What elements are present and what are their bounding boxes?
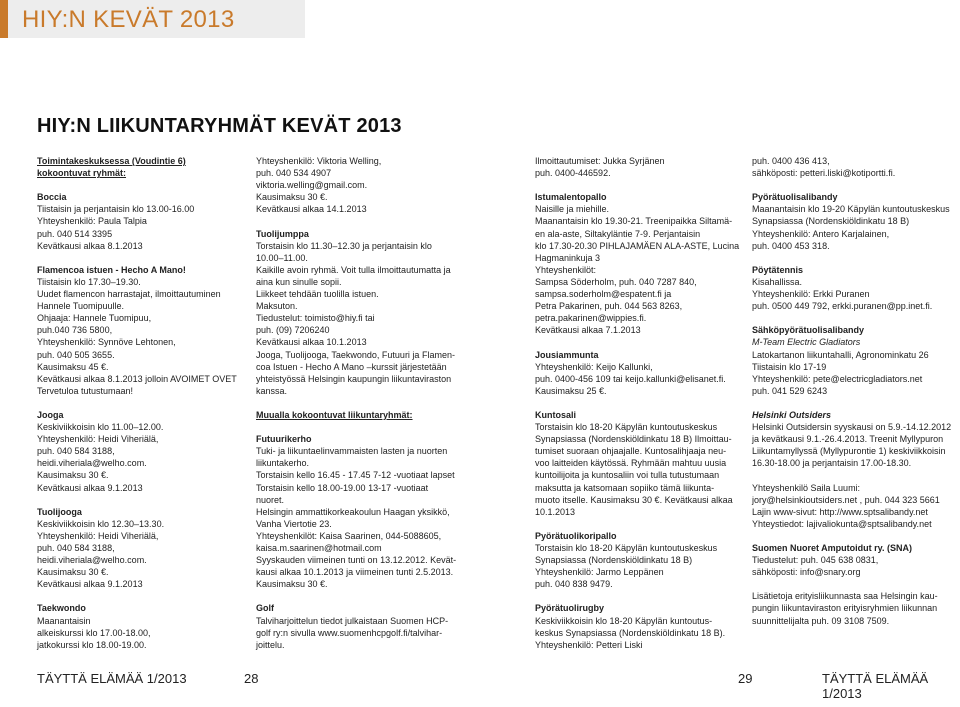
text-line: Yhteyshenkilö: Antero Karjalainen, bbox=[752, 228, 890, 239]
footer-page-number-left: 28 bbox=[244, 671, 259, 686]
text-column-1 bbox=[37, 155, 242, 663]
text-line: Lisätietoja erityisliikunnasta saa Helsingin kau- bbox=[752, 591, 938, 602]
text-line: liikuntakerho. bbox=[256, 458, 310, 469]
text-block bbox=[535, 191, 740, 336]
text-line: heidi.viheriala@welho.com. bbox=[37, 458, 147, 469]
text-block bbox=[37, 602, 242, 650]
text-column-3 bbox=[535, 155, 740, 663]
text-block bbox=[37, 191, 242, 251]
text-line: Torstaisin klo 11.30–12.30 ja perjantaisin klo bbox=[256, 240, 432, 251]
block-heading: Boccia bbox=[37, 192, 67, 203]
text-block bbox=[37, 506, 242, 591]
text-line: en ala-aste, Siltakyläntie 7-9. Perjantaisin bbox=[535, 228, 701, 239]
text-line: Torstaisin klo 18-20 Käpylän kuntoutuskeskus bbox=[535, 422, 718, 433]
text-line: aina kun sinulle sopii. bbox=[256, 276, 342, 287]
text-line: keskus Synapsiassa (Nordenskiöldinkatu 18 B). bbox=[535, 627, 726, 638]
text-block bbox=[256, 433, 471, 590]
text-line: Ohjaaja: Hannele Tuomipuu, bbox=[37, 313, 152, 324]
block-heading: Kuntosali bbox=[535, 409, 577, 420]
text-line: heidi.viheriala@welho.com. bbox=[37, 555, 147, 566]
text-block bbox=[752, 264, 958, 312]
text-line: M-Team Electric Gladiators bbox=[752, 337, 861, 348]
text-block bbox=[535, 602, 740, 650]
block-heading: Muualla kokoontuvat liikuntaryhmät: bbox=[256, 409, 413, 420]
text-block bbox=[752, 482, 958, 530]
text-line: sampsa.soderholm@espatent.fi ja bbox=[535, 289, 672, 300]
text-line: Keskiviikkoisin klo 12.30–13.30. bbox=[37, 518, 165, 529]
text-line: Kevätkausi alkaa 14.1.2013 bbox=[256, 204, 367, 215]
text-line: coa Istuen - Hecho A Mano –kurssit järjestetään bbox=[256, 361, 447, 372]
text-line: Tiistaisin klo 17-19 bbox=[752, 361, 827, 372]
text-line: Hagmaninkuja 3 bbox=[535, 252, 601, 263]
text-line: muoto itselle. Kausimaksu 30 €. Kevätkausi alkaa bbox=[535, 494, 733, 505]
block-heading: Helsinki Outsiders bbox=[752, 409, 832, 420]
text-line: puh. 040 584 3188, bbox=[37, 446, 115, 457]
text-block bbox=[256, 602, 471, 650]
text-line: Liikkeet tehdään tuolilla istuen. bbox=[256, 289, 379, 300]
text-line: Lajin www-sivut: http://www.sptsalibandy.net bbox=[752, 506, 928, 517]
text-line: Kevätkausi alkaa 9.1.2013 bbox=[37, 482, 143, 493]
footer-magazine-left: TÄYTTÄ ELÄMÄÄ 1/2013 bbox=[37, 671, 187, 686]
text-line: nuoret. bbox=[256, 494, 285, 505]
text-line: puh. 040 584 3188, bbox=[37, 543, 115, 553]
block-heading: Golf bbox=[256, 603, 274, 614]
text-line: Yhteyshenkilö Saila Luumi: bbox=[752, 482, 861, 493]
block-heading: Toimintakeskuksessa (Voudintie 6) bbox=[37, 156, 186, 166]
text-line: puh. 0400-446592. bbox=[535, 168, 611, 179]
page-title: HIY:N LIIKUNTARYHMÄT KEVÄT 2013 bbox=[37, 115, 402, 137]
block-heading: Suomen Nuoret Amputoidut ry. (SNA) bbox=[752, 543, 912, 553]
text-line: Kisahallissa. bbox=[752, 276, 803, 287]
text-block bbox=[37, 155, 242, 179]
block-heading: Taekwondo bbox=[37, 603, 86, 614]
text-block bbox=[256, 228, 471, 397]
text-block bbox=[37, 409, 242, 494]
text-line: ja kevätkausi 9.1.-26.4.2013. Treenit Myllypuron bbox=[752, 434, 944, 445]
text-line: puh. 0400-456 109 tai keijo.kallunki@elisanet.fi. bbox=[535, 373, 726, 384]
text-line: Uudet flamencon harrastajat, ilmoittautuminen bbox=[37, 289, 221, 300]
text-line: sähköposti: petteri.liski@kotiportti.fi. bbox=[752, 168, 896, 179]
text-line: Kevätkausi alkaa 10.1.2013 bbox=[256, 337, 367, 348]
text-line: petra.pakarinen@wippies.fi. bbox=[535, 313, 647, 324]
text-line: golf ry:n sivulla www.suomenhcpgolf.fi/talvihar- bbox=[256, 627, 443, 638]
text-line: Talviharjoittelun tiedot julkaistaan Suomen HCP- bbox=[256, 615, 449, 626]
text-line: Liikuntamyllyssä (Myllypurontie 1) keskiviikkoisin bbox=[752, 446, 946, 457]
text-line: Kausimaksu 30 €. bbox=[37, 567, 109, 578]
text-block bbox=[256, 155, 471, 215]
header-accent-bar bbox=[0, 0, 8, 38]
text-line: Maanantaisin bbox=[37, 615, 91, 626]
text-line: Latokartanon liikuntahalli, Agronominkatu 26 bbox=[752, 349, 929, 360]
text-line: Yhteyshenkilö: Erkki Puranen bbox=[752, 289, 870, 300]
footer-magazine-right: TÄYTTÄ ELÄMÄÄ 1/2013 bbox=[822, 671, 929, 701]
section-header: HIY:N KEVÄT 2013 bbox=[22, 6, 235, 33]
text-line: alkeiskurssi klo 17.00-18.00, bbox=[37, 627, 151, 638]
block-heading: Istumalentopallo bbox=[535, 192, 607, 203]
text-block bbox=[752, 155, 958, 179]
text-line: Kausimaksu 25 €. bbox=[535, 385, 607, 396]
text-line: Yhteyshenkilö: Heidi Viheriälä, bbox=[37, 530, 159, 541]
text-line: Yhteystiedot: lajivaliokunta@sptsalibandy.net bbox=[752, 518, 932, 529]
block-heading: Tuolijooga bbox=[37, 506, 82, 517]
text-line: Maanantaisin klo 19-20 Käpylän kuntoutuskeskus bbox=[752, 204, 950, 215]
text-line: puh. 041 529 6243 bbox=[752, 385, 828, 396]
block-heading: Pöytätennis bbox=[752, 264, 804, 275]
text-block bbox=[535, 409, 740, 518]
text-line: Tiistaisin ja perjantaisin klo 13.00-16.00 bbox=[37, 204, 195, 215]
block-heading: Flamencoa istuen - Hecho A Mano! bbox=[37, 264, 186, 275]
text-line: Tuki- ja liikuntaelinvammaisten lasten ja nuorten bbox=[256, 446, 448, 457]
text-block bbox=[535, 349, 740, 397]
text-line: Synapsiassa (Nordenskiöldinkatu 18 B) Ilmoittau- bbox=[535, 434, 732, 445]
text-column-4 bbox=[752, 155, 958, 639]
text-line: kausi alkaa 10.1.2013 ja viimeinen tunti 2.5.2013. bbox=[256, 567, 454, 578]
text-line: Tiistaisin klo 17.30–19.30. bbox=[37, 276, 141, 287]
text-block bbox=[256, 409, 471, 421]
text-line: puh. 040 514 3395 bbox=[37, 228, 113, 239]
text-line: Maanantaisin klo 19.30-21. Treenipaikka Siltamä- bbox=[535, 216, 733, 227]
text-line: joittelu. bbox=[256, 639, 285, 650]
text-line: puh. 040 838 9479. bbox=[535, 579, 613, 590]
text-line: pungin liikuntaviraston erityisryhmien liikunnan bbox=[752, 603, 938, 614]
text-line: Yhteyshenkilö: Jarmo Leppänen bbox=[535, 567, 664, 578]
text-line: puh. 0400 453 318. bbox=[752, 240, 830, 251]
block-heading: Tuolijumppa bbox=[256, 228, 309, 239]
block-heading: Jousiammunta bbox=[535, 349, 599, 360]
text-line: Helsinki Outsidersin syyskausi on 5.9.-14.12.2012 bbox=[752, 422, 952, 433]
text-line: 10.1.2013 bbox=[535, 506, 576, 517]
text-line: Kaikille avoin ryhmä. Voit tulla ilmoittautumatta ja bbox=[256, 264, 451, 275]
text-line: Yhteyshenkilö: pete@electricgladiators.net bbox=[752, 373, 923, 384]
text-line: Helsingin ammattikorkeakoulun Haagan yksikkö, bbox=[256, 506, 450, 517]
text-line: yhteistyössä Helsingin kaupungin liikuntaviraston bbox=[256, 373, 452, 384]
block-heading: Pyörätuolirugby bbox=[535, 603, 605, 614]
text-line: Kausimaksu 30 €. bbox=[256, 192, 328, 203]
text-line: kuntoilijoita ja kuntosaliin voi tulla tutustumaan bbox=[535, 470, 720, 481]
text-line: Vanha Viertotie 23. bbox=[256, 518, 332, 529]
text-line: Kevätkausi alkaa 7.1.2013 bbox=[535, 325, 641, 336]
text-line: puh. 040 505 3655. bbox=[37, 349, 115, 360]
text-line: Synapsiassa (Nordenskiöldinkatu 18 B) bbox=[752, 216, 910, 227]
text-block bbox=[752, 191, 958, 251]
text-line: Jooga, Tuolijooga, Taekwondo, Futuuri ja Flamen- bbox=[256, 349, 455, 360]
text-line: suunnittelijalta puh. 09 3108 7509. bbox=[752, 615, 890, 626]
text-line: 16.30-18.00 ja perjantaisin 17.00-18.30. bbox=[752, 458, 912, 469]
text-line: Tiedustelut: puh. 045 638 0831, bbox=[752, 555, 879, 566]
text-line: Yhteyshenkilö: Petteri Liski bbox=[535, 639, 643, 650]
text-block bbox=[535, 155, 740, 179]
text-line: Tervetuloa tutustumaan! bbox=[37, 385, 134, 396]
text-line: Yhteyshenkilöt: bbox=[535, 264, 597, 275]
text-line: Keskiviikkoisin klo 11.00–12.00. bbox=[37, 422, 164, 433]
text-line: Torstaisin klo 18-20 Käpylän kuntoutuskeskus bbox=[535, 543, 718, 553]
text-line: jory@helsinkioutsiders.net , puh. 044 323 5661 bbox=[752, 494, 940, 505]
block-heading: Pyörätuolisalibandy bbox=[752, 192, 838, 203]
text-line: 10.00–11.00. bbox=[256, 252, 308, 263]
text-line: puh. 040 534 4907 bbox=[256, 168, 332, 179]
block-heading: Sähköpyörätuolisalibandy bbox=[752, 325, 865, 336]
text-line: Sampsa Söderholm, puh. 040 7287 840, bbox=[535, 276, 697, 287]
block-heading: Pyörätuolikoripallo bbox=[535, 530, 617, 541]
text-line: Keskiviikkoisin klo 18-20 Käpylän kuntoutus- bbox=[535, 615, 713, 626]
text-line: viktoria.welling@gmail.com. bbox=[256, 180, 368, 191]
block-heading: Jooga bbox=[37, 409, 64, 420]
text-line: Kausimaksu 30 €. bbox=[37, 470, 109, 481]
text-line: Yhteyshenkilöt: Kaisa Saarinen, 044-5088605, bbox=[256, 530, 442, 541]
text-line: Tiedustelut: toimisto@hiy.fi tai bbox=[256, 313, 375, 324]
text-line: Kevätkausi alkaa 9.1.2013 bbox=[37, 579, 143, 590]
text-line: puh. 0500 449 792, erkki.puranen@pp.inet.fi. bbox=[752, 301, 933, 312]
text-line: kanssa. bbox=[256, 385, 288, 396]
text-line: Kevätkausi alkaa 8.1.2013 bbox=[37, 240, 143, 251]
text-line: voo laitteiden käytössä. Ryhmään mahtuu uusia bbox=[535, 458, 727, 469]
text-block bbox=[535, 530, 740, 590]
text-line: puh. (09) 7206240 bbox=[256, 325, 330, 336]
text-line: Hannele Tuomipuulle. bbox=[37, 301, 125, 312]
text-line: Petra Pakarinen, puh. 044 563 8263, bbox=[535, 301, 683, 312]
text-line: sähköposti: info@snary.org bbox=[752, 567, 861, 578]
text-line: tumiset suoraan ohjaajalle. Kuntosalihjaaja neu- bbox=[535, 446, 727, 457]
block-heading: Futuurikerho bbox=[256, 434, 312, 445]
text-line: Ilmoittautumiset: Jukka Syrjänen bbox=[535, 156, 665, 166]
text-line: puh. 0400 436 413, bbox=[752, 156, 830, 166]
text-line: jatkokurssi klo 18.00-19.00. bbox=[37, 639, 147, 650]
block-heading: kokoontuvat ryhmät: bbox=[37, 168, 127, 179]
text-line: Naisille ja miehille. bbox=[535, 204, 610, 215]
text-column-2 bbox=[256, 155, 471, 663]
text-line: Torstaisin kello 18.00-19.00 13-17 -vuotiaat bbox=[256, 482, 429, 493]
text-line: Syyskauden viimeinen tunti on 13.12.2012. Kevät- bbox=[256, 555, 457, 566]
text-line: Kausimaksu 45 €. bbox=[37, 361, 109, 372]
text-line: Yhteyshenkilö: Viktoria Welling, bbox=[256, 156, 382, 166]
text-line: Yhteyshenkilö: Synnöve Lehtonen, bbox=[37, 337, 176, 348]
text-line: maksutta ja katsomaan sopiiko tämä liikunta- bbox=[535, 482, 715, 493]
text-line: Synapsiassa (Nordenskiöldinkatu 18 B) bbox=[535, 555, 693, 566]
text-line: Kausimaksu 30 €. bbox=[256, 579, 328, 590]
text-block bbox=[37, 264, 242, 397]
text-block bbox=[752, 542, 958, 578]
text-line: Yhteyshenkilö: Paula Talpia bbox=[37, 216, 147, 227]
text-line: kaisa.m.saarinen@hotmail.com bbox=[256, 543, 382, 553]
text-block bbox=[752, 324, 958, 397]
text-line: Maksuton. bbox=[256, 301, 298, 312]
text-line: Yhteyshenkilö: Keijo Kallunki, bbox=[535, 361, 653, 372]
text-block bbox=[752, 590, 958, 626]
text-line: puh.040 736 5800, bbox=[37, 325, 113, 336]
text-line: Kevätkausi alkaa 8.1.2013 jolloin AVOIMET OVET bbox=[37, 373, 237, 384]
text-line: Torstaisin kello 16.45 - 17.45 7-12 -vuotiaat lapset bbox=[256, 470, 455, 481]
text-block bbox=[752, 409, 958, 469]
text-line: Yhteyshenkilö: Heidi Viheriälä, bbox=[37, 434, 159, 445]
text-line: klo 17.30-20.30 PIHLAJAMÄEN ALA-ASTE, Lucina bbox=[535, 240, 740, 251]
footer-page-number-right: 29 bbox=[738, 671, 753, 686]
